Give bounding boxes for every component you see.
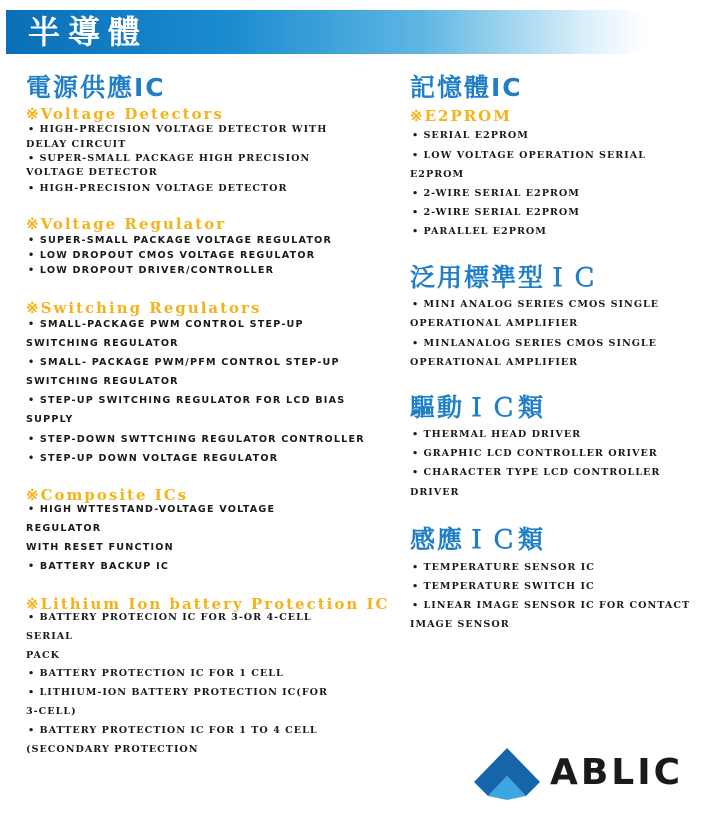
page-title: 半導體 <box>28 13 149 51</box>
list-item: • STEP-DOWN SWTTCHING REGULATOR CONTROLLER <box>28 434 365 445</box>
list-item: • MINI ANALOG SERIES CMOS SINGLE <box>412 299 660 310</box>
list-item: • LINEAR IMAGE SENSOR IC FOR CONTACT <box>412 600 691 611</box>
list-item: E2PROM <box>410 169 465 180</box>
list-item: • LOW DROPOUT DRIVER/CONTROLLER <box>28 265 275 276</box>
list-item: • SUPER-SMALL PACKAGE HIGH PRECISION <box>28 153 311 164</box>
list-item: REGULATOR <box>26 523 102 534</box>
list-item: SWITCHING REGULATOR <box>26 376 179 387</box>
ablic-logo <box>472 746 692 802</box>
list-item: • BATTERY PROTECTION IC FOR 1 CELL <box>28 668 284 679</box>
section-title-sensor: 感應ＩＣ類 <box>410 525 546 554</box>
list-item: SWITCHING REGULATOR <box>26 338 179 349</box>
section-title-driver: 驅動ＩＣ類 <box>410 393 546 422</box>
list-item: • 2-WIRE SERIAL E2PROM <box>412 188 580 199</box>
list-item: • BATTERY PROTECION IC FOR 3-OR 4-CELL <box>28 612 312 623</box>
list-item: • TEMPERATURE SWITCH IC <box>412 581 595 592</box>
list-item: • 2-WIRE SERIAL E2PROM <box>412 207 580 218</box>
list-item: • LITHIUM-ION BATTERY PROTECTION IC(FOR <box>28 687 328 698</box>
list-item: • SERIAL E2PROM <box>412 130 529 141</box>
list-item: DRIVER <box>410 487 460 498</box>
list-item: IMAGE SENSOR <box>410 619 510 630</box>
subsection-lithium-ion: ※Lithium Ion battery Protection IC <box>26 595 390 613</box>
section-title-standard: 泛用標準型ＩＣ <box>410 263 600 292</box>
list-item: • LOW VOLTAGE OPERATION SERIAL <box>412 150 646 161</box>
section-title-memory: 記憶體IC <box>410 73 523 102</box>
list-item: • SMALL-PACKAGE PWM CONTROL STEP-UP <box>28 319 304 330</box>
list-item: • BATTERY BACKUP IC <box>28 561 170 572</box>
list-item: OPERATIONAL AMPLIFIER <box>410 357 579 368</box>
list-item: OPERATIONAL AMPLIFIER <box>410 318 579 329</box>
list-item: • STEP-UP DOWN VOLTAGE REGULATOR <box>28 453 279 464</box>
list-item: • HIGH WTTESTAND-VOLTAGE VOLTAGE <box>28 504 276 515</box>
subsection-composite-ics: ※Composite ICs <box>26 486 189 504</box>
list-item: • MINLANALOG SERIES CMOS SINGLE <box>412 338 657 349</box>
list-item: 3-CELL) <box>26 706 77 717</box>
subsection-voltage-detectors: ※Voltage Detectors <box>26 105 224 123</box>
subsection-e2prom: ※E2PROM <box>410 107 512 125</box>
list-item: • STEP-UP SWITCHING REGULATOR FOR LCD BIAS <box>28 395 346 406</box>
list-item: SERIAL <box>26 631 73 642</box>
list-item: SUPPLY <box>26 414 74 425</box>
list-item: • THERMAL HEAD DRIVER <box>412 429 582 440</box>
list-item: • SMALL- PACKAGE PWM/PFM CONTROL STEP-UP <box>28 357 340 368</box>
list-item: • TEMPERATURE SENSOR IC <box>412 562 595 573</box>
list-item: VOLTAGE DETECTOR <box>26 167 158 178</box>
header-banner <box>6 10 646 54</box>
list-item: • CHARACTER TYPE LCD CONTROLLER <box>412 467 661 478</box>
ablic-chevron-icon <box>472 746 542 802</box>
subsection-switching-regulators: ※Switching Regulators <box>26 299 262 317</box>
logo-text: ABLIC <box>550 752 684 793</box>
list-item: PACK <box>26 650 60 661</box>
list-item: • GRAPHIC LCD CONTROLLER ORIVER <box>412 448 658 459</box>
list-item: • SUPER-SMALL PACKAGE VOLTAGE REGULATOR <box>28 235 333 246</box>
list-item: • LOW DROPOUT CMOS VOLTAGE REGULATOR <box>28 250 316 261</box>
subsection-voltage-regulator: ※Voltage Regulator <box>26 215 227 233</box>
list-item: • HIGH-PRECISION VOLTAGE DETECTOR WITH <box>28 124 328 135</box>
list-item: (SECONDARY PROTECTION <box>26 744 199 755</box>
list-item: DELAY CIRCUIT <box>26 139 127 150</box>
section-title-power: 電源供應IC <box>26 73 166 102</box>
list-item: • BATTERY PROTECTION IC FOR 1 TO 4 CELL <box>28 725 318 736</box>
list-item: • HIGH-PRECISION VOLTAGE DETECTOR <box>28 183 288 194</box>
list-item: • PARALLEL E2PROM <box>412 226 547 237</box>
list-item: WITH RESET FUNCTION <box>26 542 174 553</box>
